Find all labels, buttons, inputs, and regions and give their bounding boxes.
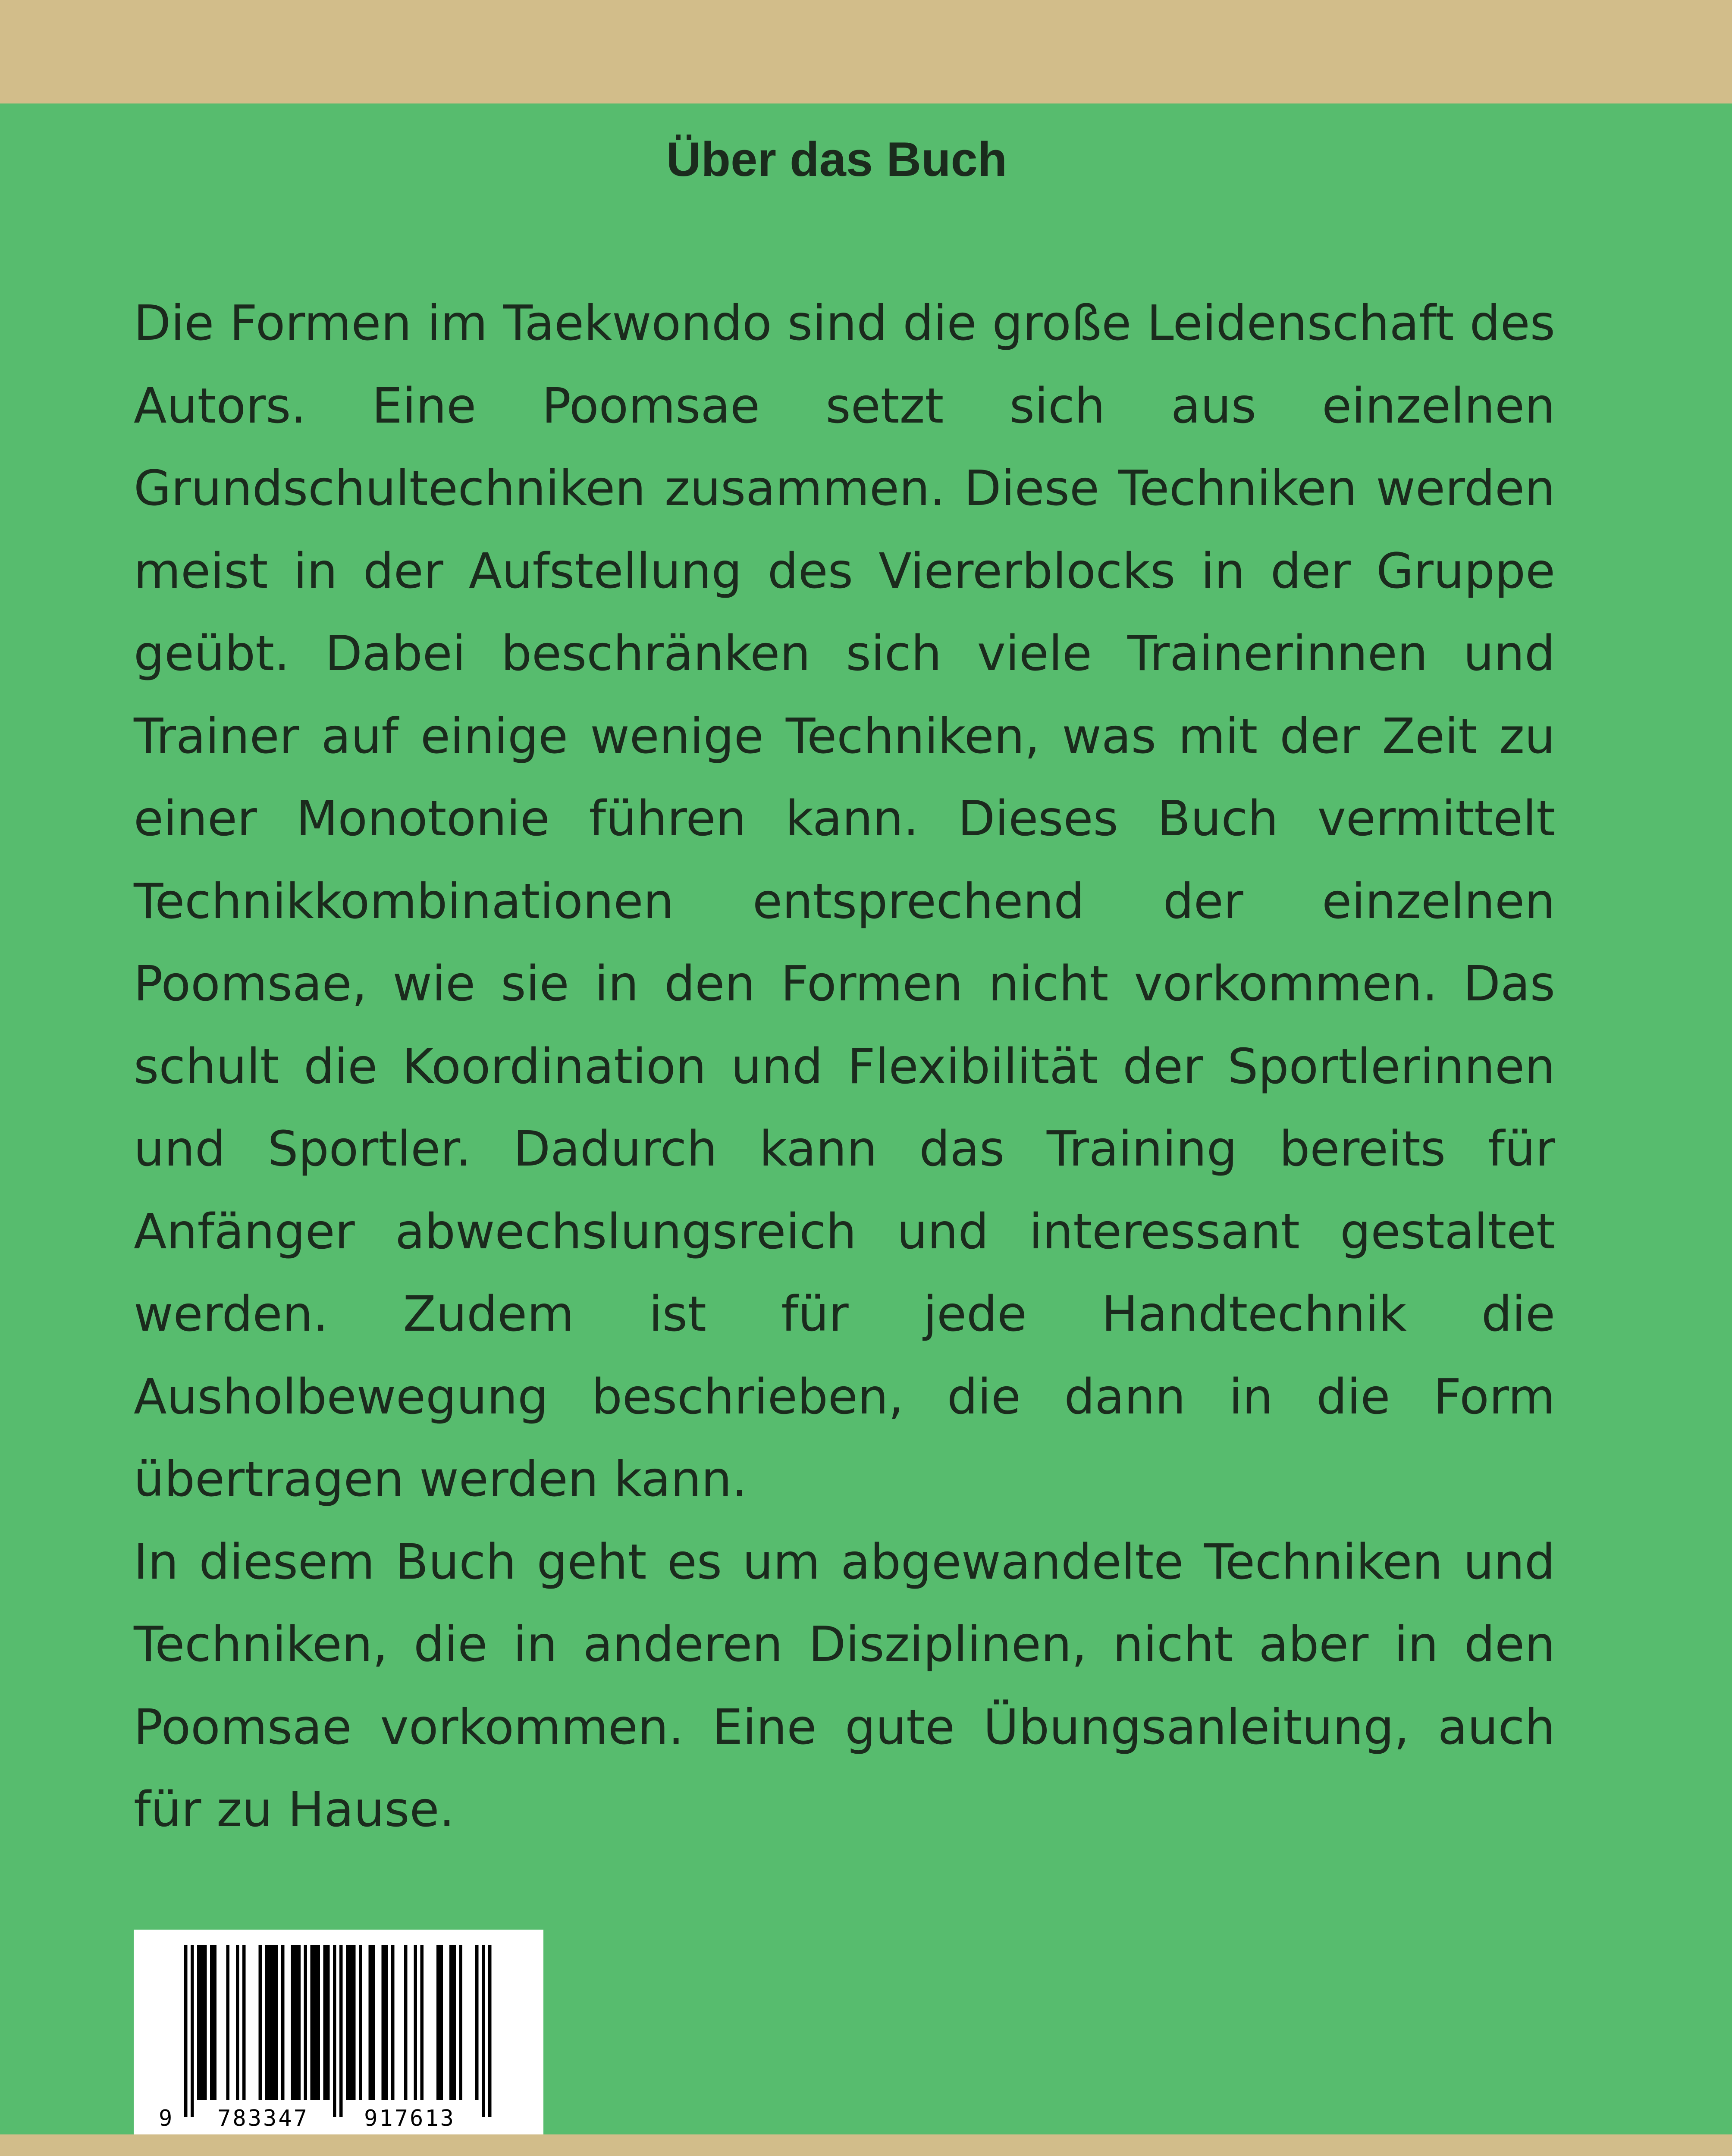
barcode-bar: [333, 1945, 336, 2117]
barcode-bar: [298, 1945, 301, 2100]
barcode-bar: [314, 1945, 317, 2100]
barcode-bar: [242, 1945, 246, 2100]
barcode-bar: [323, 1945, 327, 2100]
barcode-bar: [420, 1945, 424, 2100]
barcode-bar: [226, 1945, 230, 2100]
barcode-bar: [414, 1945, 417, 2100]
barcode-bar: [453, 1945, 456, 2100]
barcode-bar: [311, 1945, 314, 2100]
barcode-bar: [449, 1945, 453, 2100]
barcode-bar: [197, 1945, 201, 2100]
barcode-digits-left: 783347: [217, 2106, 309, 2131]
barcode-bar: [440, 1945, 443, 2100]
barcode-bar: [488, 1945, 492, 2117]
blurb-paragraph-1: Die Formen im Taekwondo sind die große Leidenschaft des Autors. Eine Poomsae setzt sich aus einzelnen Grundschultechniken zusammen. Diese Techniken werden meist in der Aufstellung des Viererblocks in der Gruppe geübt. Dabei beschränken sich viele Trainerinnen und Trainer auf einige wenige Techniken, was mit der Zeit zu einer Monotonie führen kann. Dieses Buch vermittelt Technikkombinationen entsprechend der einzelnen Poomsae, wie sie in den Formen nicht vorkommen. Das schult die Koordination und Flexibilität der Sportlerinnen und Sportler. Dadurch kann das Training bereits für Anfänger abwechslungsreich und interessant gestaltet werden. Zudem ist für jede Handtechnik die Ausholbewegung beschrieben, die dann in die Form übertragen werden kann.: [134, 295, 1555, 1507]
isbn-barcode: [134, 1930, 543, 2134]
barcode-bar: [294, 1945, 298, 2100]
barcode-bar: [272, 1945, 275, 2100]
barcode-bar: [259, 1945, 262, 2100]
barcode-bar: [213, 1945, 217, 2100]
barcode-bar: [275, 1945, 278, 2100]
barcode-bar: [459, 1945, 463, 2100]
barcode-bar: [236, 1945, 239, 2100]
barcode-bar: [436, 1945, 440, 2100]
barcode-bar: [184, 1945, 188, 2117]
page-title: Über das Buch: [666, 132, 1007, 186]
top-border-band: [0, 0, 1732, 103]
barcode-bar: [317, 1945, 320, 2100]
barcode-bar: [482, 1945, 485, 2117]
barcode-bar: [281, 1945, 285, 2100]
barcode-bar: [304, 1945, 307, 2100]
barcode-bar: [352, 1945, 356, 2100]
bottom-border-band: [0, 2134, 1732, 2156]
barcode-bar: [326, 1945, 330, 2100]
barcode-digit-first: 9: [159, 2106, 173, 2131]
blurb-paragraph-2: In diesem Buch geht es um abgewandelte Techniken und Techniken, die in anderen Disziplinen, nicht aber in den Poomsae vorkommen. Eine gute Übungsanleitung, auch für zu Hause.: [134, 1534, 1555, 1838]
barcode-bar: [265, 1945, 269, 2100]
barcode-bar: [210, 1945, 213, 2100]
blurb-text: [134, 282, 1555, 1852]
barcode-bar: [204, 1945, 207, 2100]
barcode-bar: [369, 1945, 372, 2100]
barcode-digits-right: 917613: [364, 2106, 455, 2131]
barcode-bar: [372, 1945, 375, 2100]
barcode-bar: [201, 1945, 204, 2100]
barcode-bar: [339, 1945, 343, 2117]
barcode-bar: [349, 1945, 353, 2100]
barcode-bar: [404, 1945, 408, 2100]
barcode-bar: [359, 1945, 362, 2100]
barcode-bar: [385, 1945, 388, 2100]
barcode-bars: [184, 1945, 492, 2117]
barcode-bar: [346, 1945, 349, 2100]
barcode-graphic: [134, 1930, 543, 2134]
barcode-bar: [268, 1945, 272, 2100]
barcode-bar: [475, 1945, 479, 2100]
barcode-bar: [291, 1945, 295, 2100]
barcode-bar: [391, 1945, 395, 2100]
barcode-bar: [191, 1945, 194, 2117]
barcode-bar: [382, 1945, 385, 2100]
